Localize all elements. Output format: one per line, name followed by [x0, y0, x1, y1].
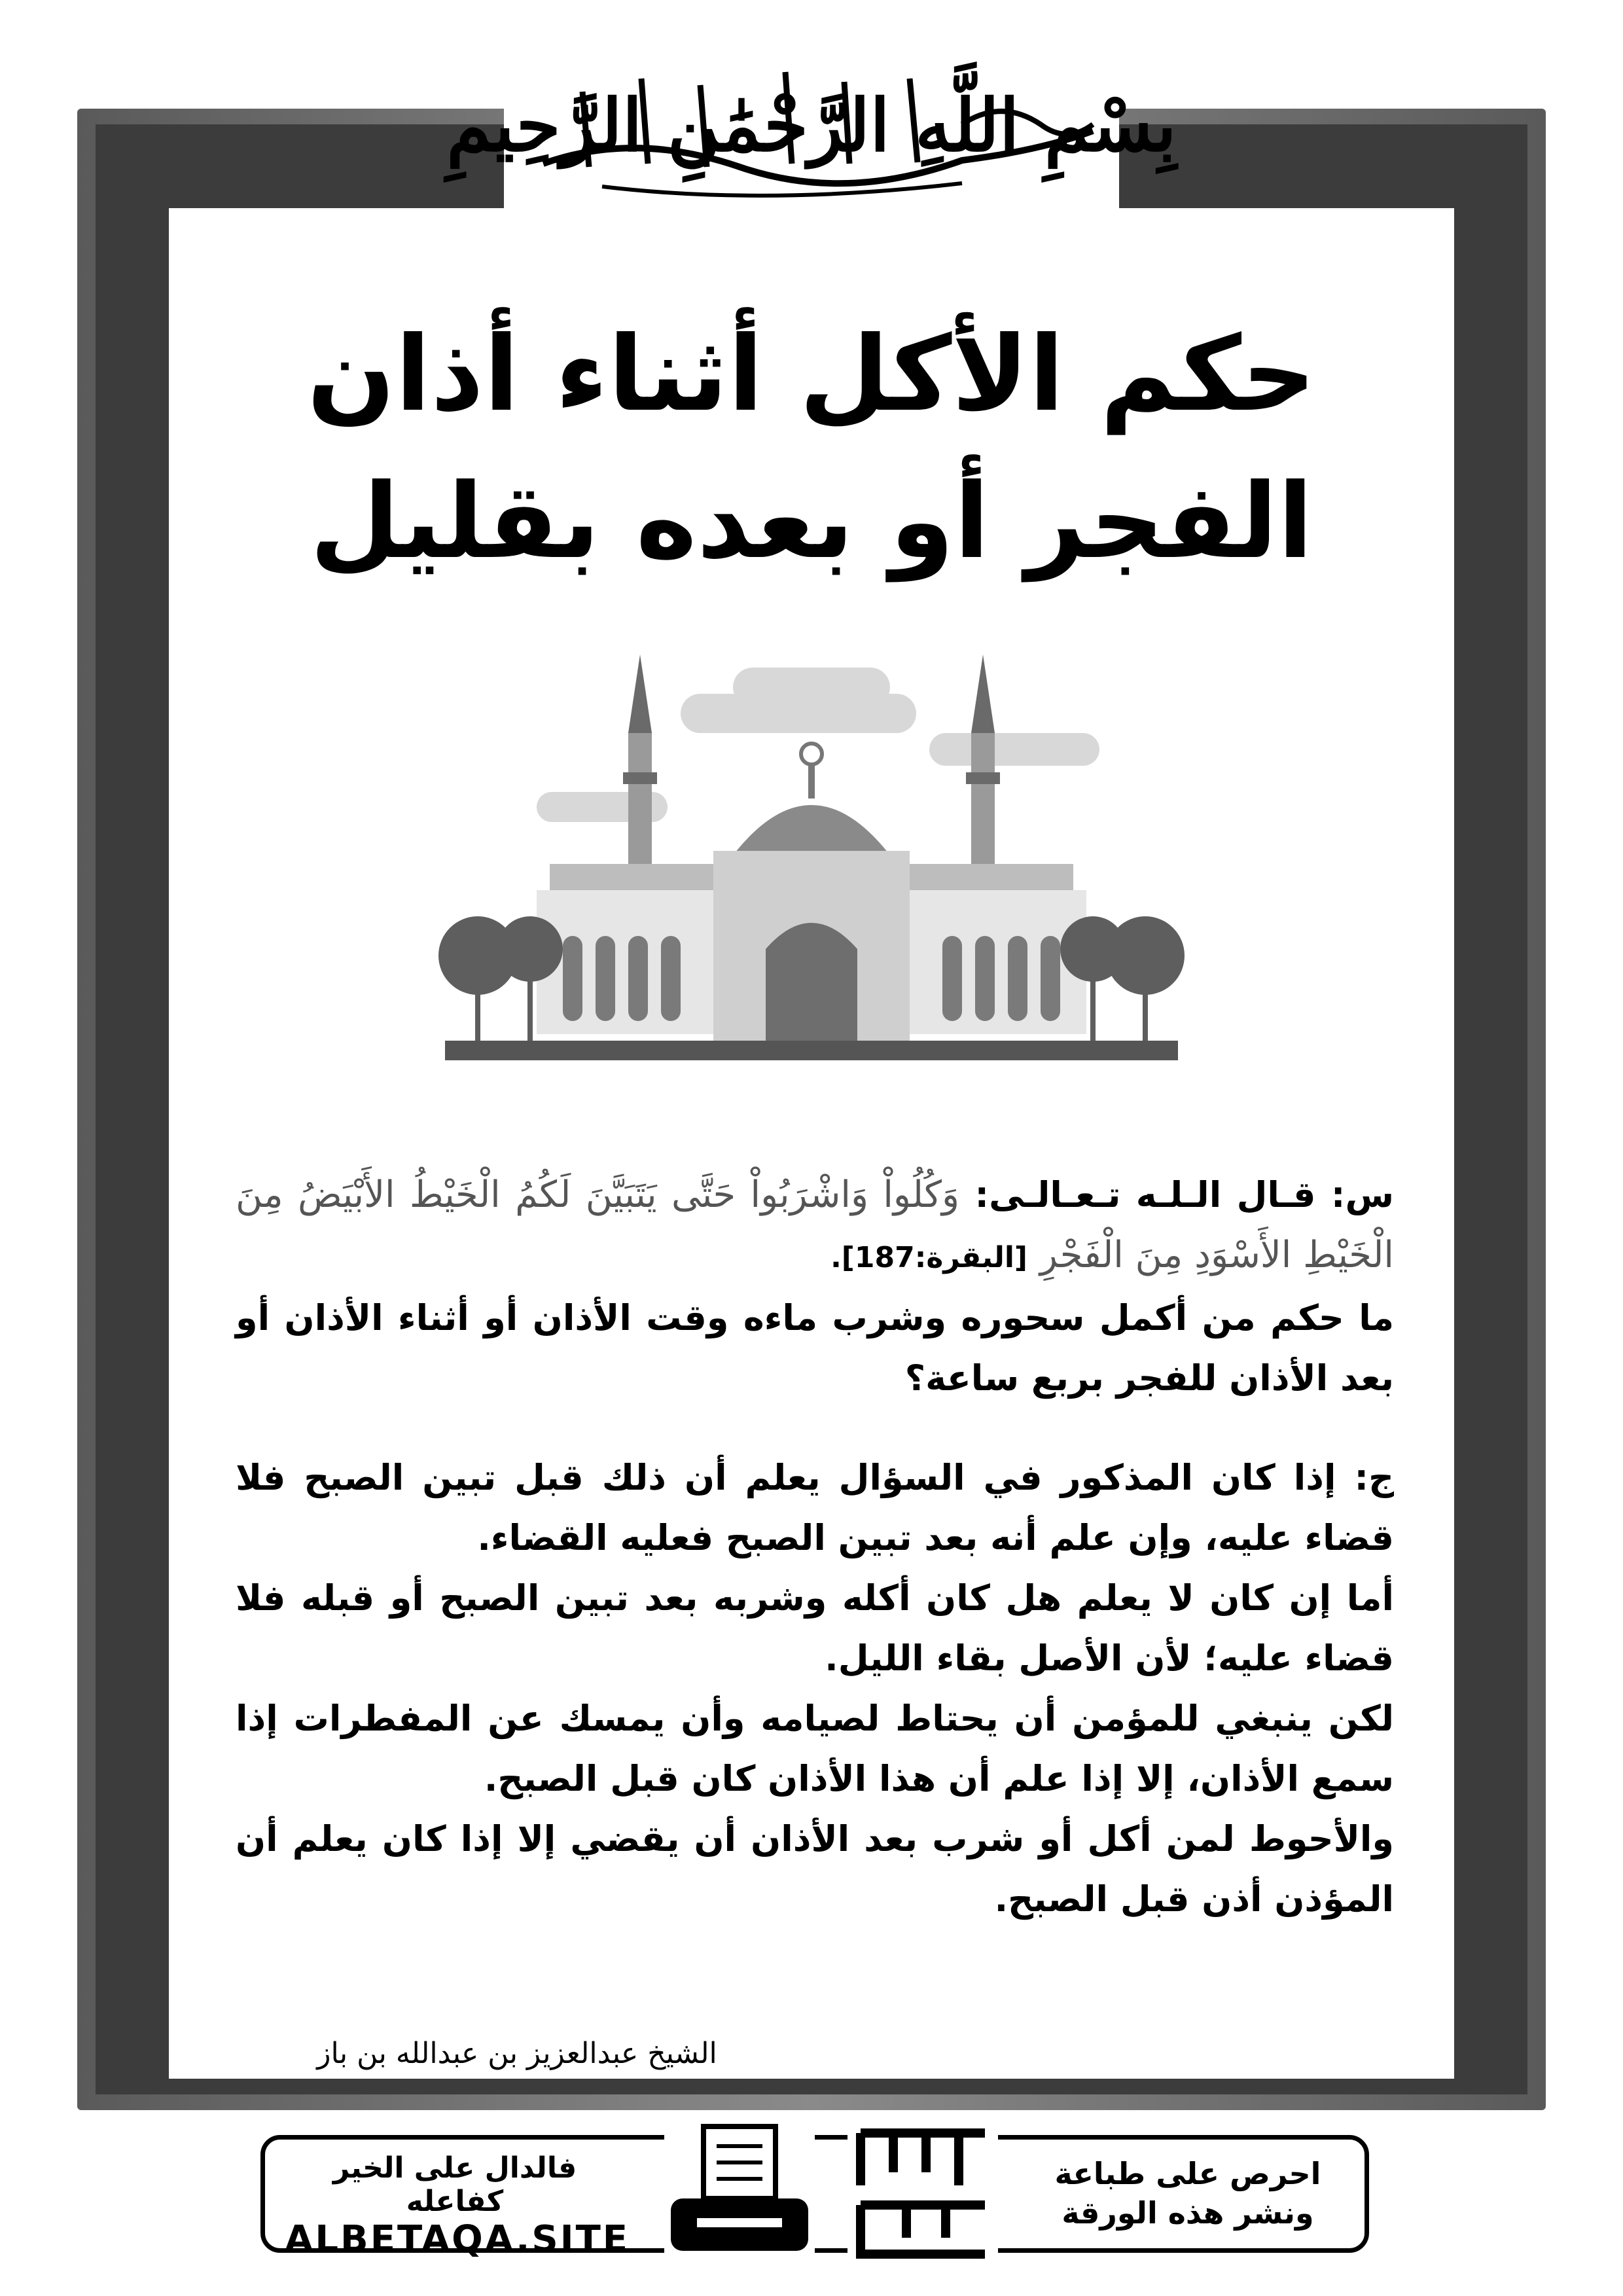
logo-text: دعوة الورقة	[921, 2197, 925, 2198]
verse-intro: قـال الـلـه تـعـالـى:	[974, 1174, 1316, 1215]
footer-cta-1: احرص على طباعة	[1054, 2156, 1321, 2191]
footer-right	[1037, 2154, 1338, 2233]
title-line-1: حكم الأكل أثناء أذان	[307, 314, 1316, 435]
answer-p1	[236, 1448, 1394, 1568]
answer-p1-text: إذا كان المذكور في السؤال يعلم أن ذلك قبل تبين الصبح فلا قضاء عليه، وإن علم أنه بعد تبين الصبح فعليه القضاء.	[236, 1457, 1394, 1558]
title-line-2: الفجر أو بعده بقليل	[310, 461, 1313, 582]
footer-left	[285, 2151, 630, 2261]
basmala-calligraphy	[446, 52, 1177, 209]
quran-verse: وَكُلُواْ وَاشْرَبُواْ حَتَّى يَتَبَيَّنَ لَكُمُ الْخَيْطُ الأَبْيَضُ مِنَ الْخَيْطِ الأَسْوَدِ مِنَ الْفَجْرِ	[236, 1174, 1394, 1276]
mosque-door	[766, 923, 857, 1041]
mosque-illustration	[432, 641, 1191, 1086]
footer-cta-2: ونشر هذه الورقة	[1061, 2195, 1314, 2231]
question-prefix: س:	[1330, 1174, 1394, 1215]
dawa-logo	[841, 2107, 1005, 2270]
article-body	[236, 1165, 1394, 1929]
verse-reference: [البقرة:187].	[830, 1241, 1028, 1274]
sheikh-attribution: الشيخ عبدالعزيز بن عبدالله بن باز	[317, 2037, 717, 2070]
question-block	[236, 1165, 1394, 1288]
basmala-text: بِسْمِ اللَّهِ الرَّحْمَٰنِ الرَّحِيمِ	[446, 83, 1177, 168]
ground	[445, 1041, 1178, 1060]
page-title	[196, 301, 1427, 596]
answer-p3: لكن ينبغي للمؤمن أن يحتاط لصيامه وأن يمسك عن المفطرات إذا سمع الأذان، إلا إذا علم أن هذا الأذان كان قبل الصبح.	[236, 1698, 1394, 1799]
question-text: ما حكم من أكمل سحوره وشرب ماءه وقت الأذان أو أثناء الأذان أو بعد الأذان للفجر بربع ساعة؟	[236, 1297, 1394, 1399]
answer-p4: والأحوط لمن أكل أو شرب بعد الأذان أن يقضي إلا إذا كان يعلم أن المؤذن أذن قبل الصبح.	[236, 1818, 1394, 1920]
answer-p2: أما إن كان لا يعلم هل كان أكله وشربه بعد تبين الصبح أو قبله فلا قضاء عليه؛ لأن الأصل بقاء الليل.	[236, 1577, 1394, 1679]
printer-icon	[658, 2113, 821, 2270]
footer-bar	[260, 2135, 1369, 2261]
answer-prefix: ج:	[1354, 1457, 1394, 1498]
footer-saying: فالدال على الخير كفاعله	[332, 2151, 577, 2218]
site-link[interactable]: ALBETAQA.SITE	[285, 2218, 630, 2261]
